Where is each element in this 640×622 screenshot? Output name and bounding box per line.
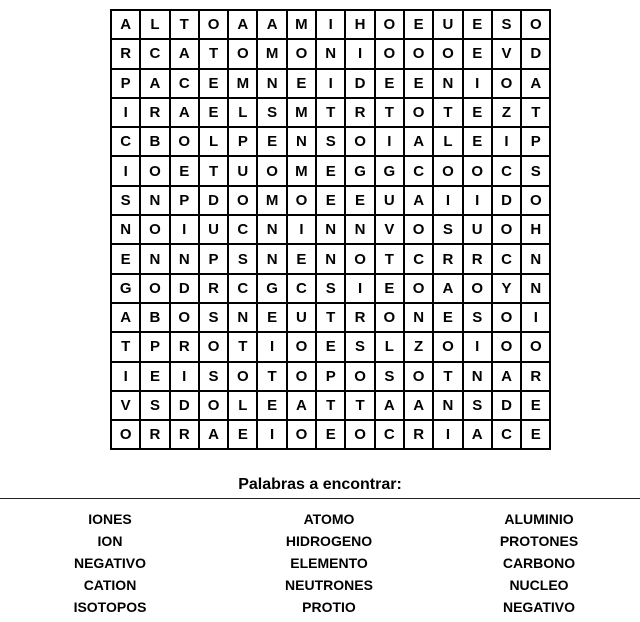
word-item: ATOMO: [303, 511, 355, 527]
grid-cell[interactable]: I: [433, 186, 462, 215]
grid-row: [111, 332, 550, 361]
grid-cell[interactable]: I: [111, 156, 140, 185]
grid-cell[interactable]: N: [170, 244, 199, 273]
grid-cell[interactable]: A: [228, 10, 257, 39]
grid-cell[interactable]: A: [404, 186, 433, 215]
grid-cell[interactable]: B: [140, 303, 169, 332]
word-column-2: [220, 508, 438, 618]
word-item: ALUMINIO: [504, 511, 574, 527]
grid-cell[interactable]: I: [257, 332, 286, 361]
grid-cell[interactable]: N: [140, 244, 169, 273]
grid-cell[interactable]: A: [111, 10, 140, 39]
grid-cell[interactable]: O: [199, 10, 228, 39]
grid-cell[interactable]: E: [375, 274, 404, 303]
grid-cell[interactable]: E: [287, 244, 316, 273]
grid-cell[interactable]: I: [521, 303, 550, 332]
grid-row: [111, 215, 550, 244]
word-item: PROTIO: [302, 599, 356, 615]
grid-cell[interactable]: E: [199, 98, 228, 127]
grid-cell[interactable]: T: [316, 98, 345, 127]
grid-cell[interactable]: E: [257, 303, 286, 332]
grid-cell[interactable]: S: [463, 303, 492, 332]
grid-cell[interactable]: E: [316, 186, 345, 215]
grid-cell[interactable]: O: [345, 362, 374, 391]
grid-cell[interactable]: C: [492, 156, 521, 185]
grid-cell[interactable]: M: [257, 186, 286, 215]
grid-cell[interactable]: O: [463, 156, 492, 185]
grid-cell[interactable]: A: [287, 391, 316, 420]
word-item: CARBONO: [502, 555, 576, 571]
grid-cell[interactable]: E: [463, 127, 492, 156]
grid-cell[interactable]: R: [170, 420, 199, 449]
grid-cell[interactable]: G: [111, 274, 140, 303]
grid-cell[interactable]: E: [287, 69, 316, 98]
grid-cell[interactable]: O: [287, 362, 316, 391]
grid-cell[interactable]: R: [199, 274, 228, 303]
grid-cell[interactable]: T: [433, 98, 462, 127]
grid-cell[interactable]: R: [433, 244, 462, 273]
grid-cell[interactable]: T: [375, 98, 404, 127]
grid-cell[interactable]: S: [375, 362, 404, 391]
grid-cell[interactable]: N: [257, 215, 286, 244]
grid-cell[interactable]: M: [287, 98, 316, 127]
grid-cell[interactable]: O: [287, 39, 316, 68]
grid-cell[interactable]: C: [111, 127, 140, 156]
grid-cell[interactable]: A: [404, 127, 433, 156]
grid-cell[interactable]: O: [228, 186, 257, 215]
grid-cell[interactable]: C: [404, 156, 433, 185]
grid-cell[interactable]: O: [287, 420, 316, 449]
grid-cell[interactable]: O: [140, 156, 169, 185]
grid-cell[interactable]: M: [287, 10, 316, 39]
grid-cell[interactable]: I: [345, 39, 374, 68]
grid-cell[interactable]: D: [170, 391, 199, 420]
grid-cell[interactable]: L: [433, 127, 462, 156]
grid-cell[interactable]: A: [199, 420, 228, 449]
word-item: CATION: [83, 577, 137, 593]
grid-cell[interactable]: I: [463, 332, 492, 361]
grid-cell[interactable]: V: [492, 39, 521, 68]
grid-cell[interactable]: P: [140, 332, 169, 361]
word-item: ION: [97, 533, 123, 549]
grid-cell[interactable]: O: [199, 332, 228, 361]
grid-cell[interactable]: S: [111, 186, 140, 215]
word-item: NEGATIVO: [502, 599, 576, 615]
grid-cell[interactable]: C: [375, 420, 404, 449]
grid-cell[interactable]: I: [287, 215, 316, 244]
grid-cell[interactable]: O: [257, 156, 286, 185]
grid-cell[interactable]: I: [492, 127, 521, 156]
grid-cell[interactable]: I: [433, 420, 462, 449]
word-item: IONES: [88, 511, 132, 527]
grid-cell[interactable]: U: [228, 156, 257, 185]
grid-cell[interactable]: E: [345, 186, 374, 215]
grid-cell[interactable]: E: [521, 420, 550, 449]
grid-row: [111, 186, 550, 215]
grid-cell[interactable]: I: [170, 215, 199, 244]
grid-cell[interactable]: N: [404, 303, 433, 332]
grid-cell[interactable]: Z: [404, 332, 433, 361]
grid-cell[interactable]: U: [199, 215, 228, 244]
grid-row: [111, 127, 550, 156]
grid-cell[interactable]: A: [404, 391, 433, 420]
grid-cell[interactable]: N: [228, 303, 257, 332]
word-search-grid: [110, 9, 551, 450]
grid-cell[interactable]: D: [199, 186, 228, 215]
grid-row: [111, 362, 550, 391]
grid-cell[interactable]: O: [140, 215, 169, 244]
grid-row: [111, 274, 550, 303]
grid-cell[interactable]: L: [199, 127, 228, 156]
grid-cell[interactable]: P: [199, 244, 228, 273]
grid-cell[interactable]: V: [375, 215, 404, 244]
word-item: ELEMENTO: [290, 555, 368, 571]
grid-cell[interactable]: O: [170, 303, 199, 332]
grid-cell[interactable]: R: [404, 420, 433, 449]
grid-cell[interactable]: O: [228, 362, 257, 391]
grid-cell[interactable]: S: [199, 362, 228, 391]
grid-cell[interactable]: O: [492, 332, 521, 361]
grid-cell[interactable]: A: [257, 10, 286, 39]
grid-cell[interactable]: A: [521, 69, 550, 98]
grid-cell[interactable]: D: [492, 186, 521, 215]
grid-cell[interactable]: P: [228, 127, 257, 156]
grid-cell[interactable]: A: [463, 420, 492, 449]
grid-cell[interactable]: C: [140, 39, 169, 68]
grid-cell[interactable]: O: [199, 391, 228, 420]
grid-cell[interactable]: T: [199, 156, 228, 185]
grid-cell[interactable]: O: [404, 215, 433, 244]
grid-cell[interactable]: E: [463, 10, 492, 39]
grid-cell[interactable]: O: [492, 303, 521, 332]
grid-cell[interactable]: O: [463, 274, 492, 303]
grid-cell[interactable]: T: [170, 10, 199, 39]
grid-cell[interactable]: G: [257, 274, 286, 303]
grid-cell[interactable]: N: [345, 215, 374, 244]
grid-cell[interactable]: S: [492, 10, 521, 39]
word-item: HIDROGENO: [285, 533, 373, 549]
grid-cell[interactable]: C: [170, 69, 199, 98]
grid-cell[interactable]: R: [140, 98, 169, 127]
grid-cell[interactable]: T: [345, 391, 374, 420]
grid-row: [111, 244, 550, 273]
grid-cell[interactable]: E: [375, 69, 404, 98]
grid-cell[interactable]: I: [316, 10, 345, 39]
grid-cell[interactable]: N: [111, 215, 140, 244]
grid-cell[interactable]: C: [492, 420, 521, 449]
grid-cell[interactable]: I: [345, 274, 374, 303]
grid-cell[interactable]: S: [316, 274, 345, 303]
grid-cell[interactable]: T: [199, 39, 228, 68]
grid-cell[interactable]: R: [521, 362, 550, 391]
grid-cell[interactable]: U: [433, 10, 462, 39]
grid-cell[interactable]: P: [170, 186, 199, 215]
grid-row: [111, 420, 550, 449]
grid-row: [111, 156, 550, 185]
grid-cell[interactable]: I: [463, 186, 492, 215]
grid-cell[interactable]: O: [433, 332, 462, 361]
grid-cell[interactable]: S: [228, 244, 257, 273]
grid-cell[interactable]: I: [111, 98, 140, 127]
grid-cell[interactable]: U: [375, 186, 404, 215]
grid-cell[interactable]: O: [404, 362, 433, 391]
grid-cell[interactable]: M: [257, 39, 286, 68]
grid-cell[interactable]: V: [111, 391, 140, 420]
grid-cell[interactable]: M: [287, 156, 316, 185]
grid-cell[interactable]: O: [521, 186, 550, 215]
grid-cell[interactable]: T: [316, 303, 345, 332]
grid-cell[interactable]: S: [316, 127, 345, 156]
grid-cell[interactable]: O: [287, 332, 316, 361]
grid-cell[interactable]: Y: [492, 274, 521, 303]
divider: [0, 498, 640, 499]
grid-cell[interactable]: B: [140, 127, 169, 156]
grid-cell[interactable]: H: [521, 215, 550, 244]
grid-cell[interactable]: O: [492, 69, 521, 98]
grid-cell[interactable]: I: [170, 362, 199, 391]
grid-cell[interactable]: O: [521, 10, 550, 39]
grid-cell[interactable]: L: [375, 332, 404, 361]
grid-cell[interactable]: I: [463, 69, 492, 98]
grid-cell[interactable]: S: [140, 391, 169, 420]
word-item: PROTONES: [499, 533, 579, 549]
grid-cell[interactable]: N: [140, 186, 169, 215]
grid-cell[interactable]: O: [375, 10, 404, 39]
grid-cell[interactable]: R: [140, 420, 169, 449]
grid-cell[interactable]: C: [492, 244, 521, 273]
word-item: NEUTRONES: [285, 577, 373, 593]
grid-cell[interactable]: N: [521, 244, 550, 273]
grid-cell[interactable]: R: [463, 244, 492, 273]
grid-cell[interactable]: N: [463, 362, 492, 391]
grid-cell[interactable]: E: [463, 98, 492, 127]
grid-cell[interactable]: O: [521, 332, 550, 361]
grid-cell[interactable]: A: [375, 391, 404, 420]
grid-cell[interactable]: N: [316, 215, 345, 244]
grid-cell[interactable]: T: [375, 244, 404, 273]
grid-cell[interactable]: C: [287, 274, 316, 303]
grid-cell[interactable]: P: [316, 362, 345, 391]
grid-cell[interactable]: M: [228, 69, 257, 98]
grid-cell[interactable]: P: [111, 69, 140, 98]
grid-cell[interactable]: U: [463, 215, 492, 244]
grid-cell[interactable]: O: [228, 39, 257, 68]
grid-cell[interactable]: A: [170, 39, 199, 68]
grid-cell[interactable]: A: [111, 303, 140, 332]
grid-cell[interactable]: E: [257, 127, 286, 156]
grid-cell[interactable]: E: [316, 420, 345, 449]
grid-row: [111, 303, 550, 332]
grid-cell[interactable]: A: [170, 98, 199, 127]
grid-cell[interactable]: N: [521, 274, 550, 303]
grid-cell[interactable]: O: [492, 215, 521, 244]
grid-cell[interactable]: D: [521, 39, 550, 68]
grid-cell[interactable]: P: [521, 127, 550, 156]
grid-cell[interactable]: I: [111, 362, 140, 391]
grid-cell[interactable]: N: [433, 391, 462, 420]
grid-cell[interactable]: T: [521, 98, 550, 127]
grid-cell[interactable]: D: [170, 274, 199, 303]
grid-cell[interactable]: N: [257, 69, 286, 98]
grid-cell[interactable]: O: [111, 420, 140, 449]
grid-row: [111, 69, 550, 98]
word-column-1: [0, 508, 220, 618]
grid-cell[interactable]: Z: [492, 98, 521, 127]
grid-row: [111, 391, 550, 420]
grid-cell[interactable]: I: [375, 127, 404, 156]
grid-cell[interactable]: O: [375, 303, 404, 332]
grid-cell[interactable]: N: [257, 244, 286, 273]
grid-row: [111, 98, 550, 127]
grid-cell[interactable]: I: [316, 69, 345, 98]
grid-cell[interactable]: N: [433, 69, 462, 98]
word-item: NUCLEO: [509, 577, 569, 593]
grid-cell[interactable]: R: [345, 303, 374, 332]
grid-cell[interactable]: C: [228, 215, 257, 244]
grid-cell[interactable]: D: [345, 69, 374, 98]
grid-cell[interactable]: G: [345, 156, 374, 185]
grid-cell[interactable]: A: [140, 69, 169, 98]
grid-cell[interactable]: E: [228, 420, 257, 449]
grid-cell[interactable]: E: [316, 332, 345, 361]
grid-cell[interactable]: O: [345, 244, 374, 273]
grid-cell[interactable]: E: [433, 303, 462, 332]
grid-cell[interactable]: D: [492, 391, 521, 420]
grid-cell[interactable]: O: [140, 274, 169, 303]
grid-cell[interactable]: S: [521, 156, 550, 185]
grid-cell[interactable]: T: [111, 332, 140, 361]
word-list: [0, 508, 640, 618]
grid-cell[interactable]: O: [345, 420, 374, 449]
grid-cell[interactable]: L: [228, 391, 257, 420]
grid-cell[interactable]: L: [140, 10, 169, 39]
grid-cell[interactable]: T: [228, 332, 257, 361]
grid-cell[interactable]: S: [257, 98, 286, 127]
grid-cell[interactable]: O: [433, 39, 462, 68]
grid-cell[interactable]: O: [404, 98, 433, 127]
grid-cell[interactable]: R: [111, 39, 140, 68]
grid-cell[interactable]: O: [404, 39, 433, 68]
grid-cell[interactable]: E: [316, 156, 345, 185]
grid-cell[interactable]: S: [433, 215, 462, 244]
grid-cell[interactable]: E: [199, 69, 228, 98]
grid-cell[interactable]: N: [287, 127, 316, 156]
grid-cell[interactable]: E: [140, 362, 169, 391]
grid-cell[interactable]: N: [316, 244, 345, 273]
grid-cell[interactable]: E: [170, 156, 199, 185]
grid-cell[interactable]: G: [375, 156, 404, 185]
grid-cell[interactable]: O: [375, 39, 404, 68]
grid-cell[interactable]: E: [404, 69, 433, 98]
word-item: NEGATIVO: [73, 555, 147, 571]
grid-cell[interactable]: T: [316, 391, 345, 420]
grid-cell[interactable]: C: [404, 244, 433, 273]
grid-cell[interactable]: O: [345, 127, 374, 156]
grid-cell[interactable]: E: [463, 39, 492, 68]
grid-cell[interactable]: L: [228, 98, 257, 127]
grid-cell[interactable]: U: [287, 303, 316, 332]
grid-cell[interactable]: O: [433, 156, 462, 185]
grid-cell[interactable]: A: [492, 362, 521, 391]
grid-cell[interactable]: A: [433, 274, 462, 303]
grid-cell[interactable]: E: [257, 391, 286, 420]
grid-cell[interactable]: O: [170, 127, 199, 156]
grid-cell[interactable]: N: [316, 39, 345, 68]
grid-cell[interactable]: T: [433, 362, 462, 391]
grid-cell[interactable]: R: [170, 332, 199, 361]
grid-cell[interactable]: O: [404, 274, 433, 303]
grid-row: [111, 10, 550, 39]
word-item: ISOTOPOS: [73, 599, 147, 615]
grid-cell[interactable]: H: [345, 10, 374, 39]
grid-cell[interactable]: E: [111, 244, 140, 273]
grid-cell[interactable]: E: [404, 10, 433, 39]
grid-cell[interactable]: O: [287, 186, 316, 215]
grid-cell[interactable]: S: [199, 303, 228, 332]
word-column-3: [438, 508, 640, 618]
grid-cell[interactable]: S: [345, 332, 374, 361]
grid-cell[interactable]: C: [228, 274, 257, 303]
word-list-heading: Palabras a encontrar:: [238, 476, 402, 493]
grid-cell[interactable]: E: [521, 391, 550, 420]
grid-row: [111, 39, 550, 68]
grid-cell[interactable]: I: [257, 420, 286, 449]
grid-cell[interactable]: T: [257, 362, 286, 391]
grid-cell[interactable]: R: [345, 98, 374, 127]
grid-cell[interactable]: S: [463, 391, 492, 420]
